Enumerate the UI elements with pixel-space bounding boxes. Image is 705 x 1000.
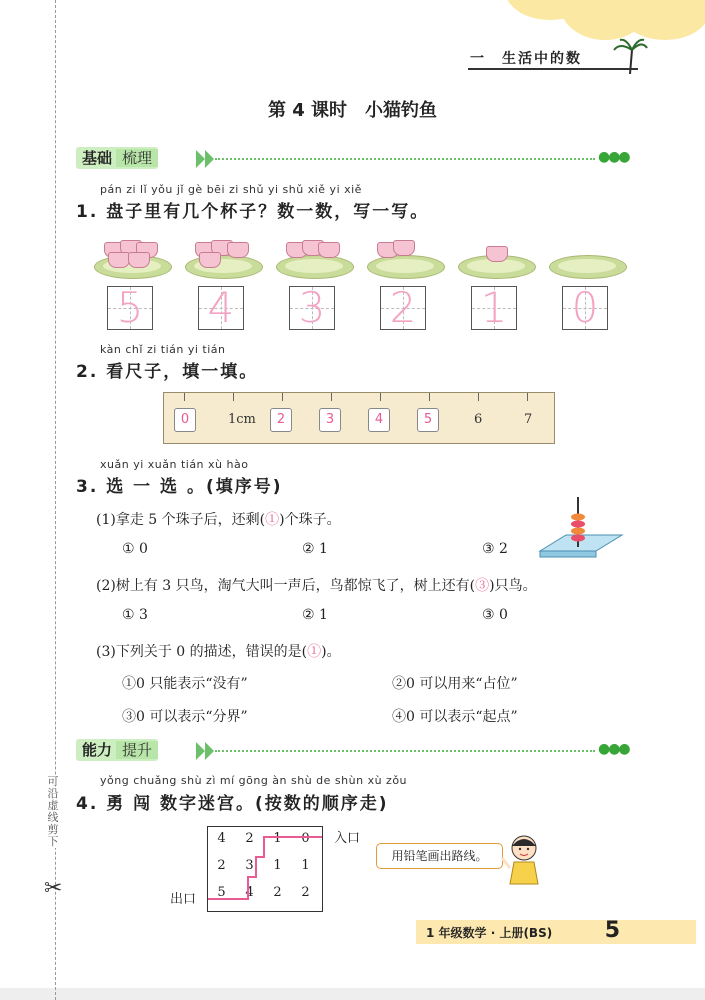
plate-2 bbox=[185, 255, 263, 279]
maze-cell: 4 bbox=[245, 885, 254, 900]
maze-cell: 2 bbox=[217, 858, 226, 873]
q1-answer-digit: 5 bbox=[116, 283, 144, 332]
maze-cell: 2 bbox=[245, 831, 254, 846]
q4-pinyin: yǒng chuǎng shù zì mí gōng àn shù de shùn xù zǒu bbox=[100, 774, 408, 787]
section-end-dots: ●●● bbox=[598, 149, 629, 165]
plate-3 bbox=[276, 255, 354, 279]
cup-icon bbox=[199, 252, 221, 268]
maze-path bbox=[208, 827, 322, 911]
cup-icon bbox=[128, 252, 150, 268]
q3-part2-option-b: ② 1 bbox=[302, 607, 328, 623]
cup-icon bbox=[108, 252, 130, 268]
q3-part1-option-b: ② 1 bbox=[302, 541, 328, 557]
ruler-tick bbox=[380, 393, 381, 401]
q1-answer-box-5[interactable] bbox=[471, 283, 517, 332]
q3-part1-option-c: ③ 2 bbox=[482, 541, 508, 557]
maze-cell: 1 bbox=[273, 858, 282, 873]
chevron-right-icon bbox=[205, 150, 214, 168]
q3-pinyin: xuǎn yi xuǎn tián xù hào bbox=[100, 458, 249, 471]
q3-part3-option-d: ④0 可以表示“起点” bbox=[392, 709, 518, 725]
page-footer bbox=[416, 920, 696, 944]
q1-answer-box-4[interactable] bbox=[380, 283, 426, 332]
q3-part3 bbox=[96, 641, 341, 661]
section-end-dots: ●●● bbox=[598, 741, 629, 757]
ruler-tick bbox=[184, 393, 185, 401]
section-advanced-light: 提升 bbox=[116, 741, 158, 759]
section-advanced bbox=[76, 739, 158, 761]
q3-part1-option-a: ① 0 bbox=[122, 541, 148, 557]
q1-answer-digit: 2 bbox=[389, 283, 417, 332]
girl-illustration bbox=[500, 832, 550, 892]
q3-part2 bbox=[96, 575, 537, 595]
q1-answer-box-2[interactable] bbox=[198, 283, 244, 332]
maze-cell: 1 bbox=[301, 858, 310, 873]
ruler-box-5: 5 bbox=[417, 408, 439, 432]
chevron-right-icon bbox=[196, 150, 205, 168]
q1-answer-digit: 4 bbox=[207, 283, 235, 332]
abacus-beads-illustration bbox=[534, 495, 626, 563]
section-basic-bold: 基础 bbox=[82, 149, 113, 167]
q3-part2-option-a: ① 3 bbox=[122, 607, 148, 623]
maze-cell: 2 bbox=[273, 885, 282, 900]
ruler-box-2: 2 bbox=[270, 408, 292, 432]
q3-part1-answer: ① bbox=[265, 512, 280, 528]
section-basic bbox=[76, 147, 158, 169]
maze-cell: 1 bbox=[273, 831, 282, 846]
page-bottom-strip bbox=[0, 988, 705, 1000]
q3-part1 bbox=[96, 509, 341, 529]
q2-text: 2. 看尺子，填一填。 bbox=[76, 362, 259, 382]
q3-part3-option-b: ②0 可以用来“占位” bbox=[392, 676, 518, 692]
maze-cell: 0 bbox=[301, 831, 310, 846]
number-maze bbox=[207, 826, 323, 912]
plate-6 bbox=[549, 255, 627, 279]
ruler-tick bbox=[331, 393, 332, 401]
book-title: 1 年级数学 · 上册(BS) bbox=[426, 926, 553, 940]
scissors-icon: ✂ bbox=[44, 876, 63, 901]
q3-part2-before: (2)树上有 3 只鸟，淘气大叫一声后，鸟都惊飞了，树上还有( bbox=[96, 578, 476, 594]
plate-4 bbox=[367, 255, 445, 279]
q3-part3-before: (3)下列关于 0 的描述，错误的是( bbox=[96, 644, 308, 660]
q1-pinyin: pán zi lǐ yǒu jǐ gè bēi zi shǔ yi shǔ xiě yi xiě bbox=[100, 183, 362, 196]
section-divider bbox=[215, 158, 595, 160]
palm-tree-icon bbox=[612, 36, 648, 76]
ruler-tick bbox=[478, 393, 479, 401]
page-number: 5 bbox=[604, 918, 620, 943]
q3-part3-after: )。 bbox=[321, 644, 341, 660]
q1-answer-digit: 1 bbox=[480, 283, 508, 332]
q1-answer-box-3[interactable] bbox=[289, 283, 335, 332]
q2-pinyin: kàn chǐ zi tián yi tián bbox=[100, 343, 226, 356]
cut-line bbox=[55, 0, 56, 1000]
maze-cell: 2 bbox=[301, 885, 310, 900]
chevron-right-icon bbox=[205, 742, 214, 760]
q3-part2-option-c: ③ 0 bbox=[482, 607, 508, 623]
q1-answer-box-6[interactable] bbox=[562, 283, 608, 332]
maze-entrance: 入口 bbox=[334, 831, 361, 846]
hint-bubble: 用铅笔画出路线。 bbox=[376, 843, 503, 869]
q1-answer-digit: 0 bbox=[571, 283, 599, 332]
ruler-tick bbox=[282, 393, 283, 401]
section-divider bbox=[215, 750, 595, 752]
cup-icon bbox=[393, 240, 415, 256]
q3-text: 3. 选 一 选 。(填序号) bbox=[76, 477, 283, 497]
cup-icon bbox=[486, 246, 508, 262]
ruler-tick bbox=[527, 393, 528, 401]
ruler-box-0: 0 bbox=[174, 408, 196, 432]
q3-part3-option-c: ③0 可以表示“分界” bbox=[122, 709, 248, 725]
chapter-header: 一 生活中的数 bbox=[470, 51, 582, 67]
ruler bbox=[163, 392, 555, 444]
section-advanced-bold: 能力 bbox=[82, 741, 113, 759]
ruler-label-6: 6 bbox=[474, 412, 483, 427]
ruler-tick bbox=[233, 393, 234, 401]
q1-answer-box-1[interactable] bbox=[107, 283, 153, 332]
cup-icon bbox=[318, 242, 340, 258]
q1-answer-digit: 3 bbox=[298, 283, 326, 332]
maze-cell: 4 bbox=[217, 831, 226, 846]
section-basic-light: 梳理 bbox=[116, 149, 158, 167]
maze-exit: 出口 bbox=[170, 892, 197, 907]
q3-part2-after: )只鸟。 bbox=[489, 578, 537, 594]
cup-icon bbox=[227, 242, 249, 258]
chevron-right-icon bbox=[196, 742, 205, 760]
page-title: 第 4 课时 小猫钓鱼 bbox=[267, 100, 438, 121]
ruler-label-7: 7 bbox=[524, 412, 533, 427]
ruler-box-3: 3 bbox=[319, 408, 341, 432]
ruler-label-1cm: 1cm bbox=[228, 412, 256, 427]
cloud-decoration bbox=[620, 0, 705, 40]
ruler-box-4: 4 bbox=[368, 408, 390, 432]
q3-part2-answer: ③ bbox=[475, 578, 490, 594]
q3-part3-answer: ① bbox=[307, 644, 322, 660]
ruler-tick bbox=[429, 393, 430, 401]
q1-text: 1. 盘子里有几个杯子？数一数，写一写。 bbox=[76, 202, 430, 222]
q3-part1-before: (1)拿走 5 个珠子后，还剩( bbox=[96, 512, 266, 528]
q3-part3-option-a: ①0 只能表示“没有” bbox=[122, 676, 248, 692]
maze-cell: 5 bbox=[217, 885, 226, 900]
q3-part1-after: )个珠子。 bbox=[279, 512, 341, 528]
maze-cell: 3 bbox=[245, 858, 254, 873]
cut-instruction: 可沿虚线剪下 bbox=[47, 775, 59, 848]
q4-text: 4. 勇 闯 数字迷宫。(按数的顺序走) bbox=[76, 794, 389, 814]
